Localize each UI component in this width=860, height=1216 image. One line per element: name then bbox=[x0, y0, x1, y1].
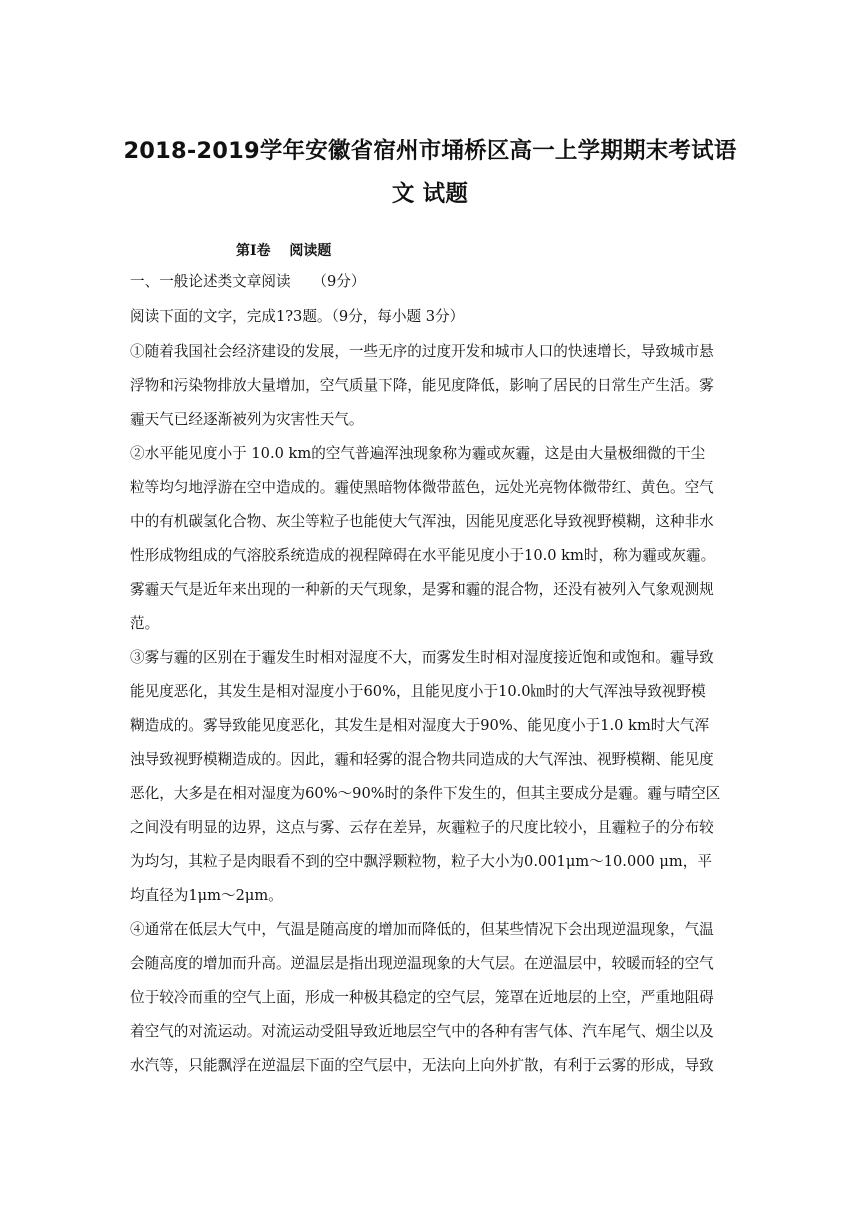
section-heading: 第Ⅰ卷 阅读题 bbox=[236, 243, 332, 259]
body-line: 霾天气已经逐渐被列为灾害性天气。 bbox=[130, 411, 364, 428]
body-line: 均直径为1μm～2μm。 bbox=[130, 887, 283, 904]
body-line: 糊造成的。雾导致能见度恶化，其发生是相对湿度大于90%、能见度小于1.0 km时大气浑 bbox=[130, 717, 710, 734]
body-line: 中的有机碳氢化合物、灰尘等粒子也能使大气浑浊，因能见度恶化导致视野模糊，这种非水 bbox=[130, 513, 714, 530]
body-line: 会随高度的增加而升高。逆温层是指出现逆温现象的大气层。在逆温层中，较暖而轻的空气 bbox=[130, 955, 714, 972]
body-line: ②水平能见度小于 10.0 km的空气普遍浑浊现象称为霾或灰霾，这是由大量极细微的干尘 bbox=[130, 445, 706, 462]
body-line: 雾霾天气是近年来出现的一种新的天气现象，是雾和霾的混合物，还没有被列入气象观测规 bbox=[130, 581, 714, 598]
body-line: 性形成物组成的气溶胶系统造成的视程障碍在水平能见度小于10.0 km时，称为霾或灰霾。 bbox=[130, 547, 716, 564]
body-line: 能见度恶化，其发生是相对湿度小于60%，且能见度小于10.0㎞时的大气浑浊导致视野模 bbox=[130, 683, 706, 700]
body-line: 位于较冷而重的空气上面，形成一种极其稳定的空气层，笼罩在近地层的上空，严重地阻碍 bbox=[130, 989, 714, 1006]
body-line: ③雾与霾的区别在于霾发生时相对湿度不大，而雾发生时相对湿度接近饱和或饱和。霾导致 bbox=[130, 649, 714, 666]
document-title-line-1: 2018-2019学年安徽省宿州市埇桥区高一上学期期末考试语 bbox=[123, 138, 737, 164]
body-line: 水汽等，只能飘浮在逆温层下面的空气层中，无法向上向外扩散，有利于云雾的形成，导致 bbox=[130, 1057, 714, 1074]
body-line: 浊导致视野模糊造成的。因此，霾和轻雾的混合物共同造成的大气浑浊、视野模糊、能见度 bbox=[130, 751, 714, 768]
body-line: 范。 bbox=[130, 615, 160, 632]
body-line: 浮物和污染物排放大量增加，空气质量下降，能见度降低，影响了居民的日常生产生活。雾 bbox=[130, 377, 714, 394]
body-line: 恶化，大多是在相对湿度为60%～90%时的条件下发生的，但其主要成分是霾。霾与晴空区 bbox=[130, 785, 721, 802]
body-line: 之间没有明显的边界，这点与雾、云存在差异，灰霾粒子的尺度比较小，且霾粒子的分布较 bbox=[130, 819, 714, 836]
body-line: 着空气的对流运动。对流运动受阻导致近地层空气中的各种有害气体、汽车尾气、烟尘以及 bbox=[130, 1023, 714, 1040]
body-line: 一、一般论述类文章阅读 （9分） bbox=[130, 273, 366, 290]
body-line: 为均匀，其粒子是肉眼看不到的空中飘浮颗粒物，粒子大小为0.001μm～10.000 μm，平 bbox=[130, 853, 712, 870]
body-line: 粒等均匀地浮游在空中造成的。霾使黑暗物体微带蓝色，远处光亮物体微带红、黄色。空气 bbox=[130, 479, 714, 496]
body-line: 阅读下面的文字，完成1?3题。（9分，每小题 3分） bbox=[130, 308, 465, 325]
body-line: ④通常在低层大气中，气温是随高度的增加而降低的，但某些情况下会出现逆温现象，气温 bbox=[130, 921, 714, 938]
document-title-line-2: 文 试题 bbox=[391, 181, 469, 207]
body-line: ①随着我国社会经济建设的发展，一些无序的过度开发和城市人口的快速增长，导致城市悬 bbox=[130, 343, 714, 360]
